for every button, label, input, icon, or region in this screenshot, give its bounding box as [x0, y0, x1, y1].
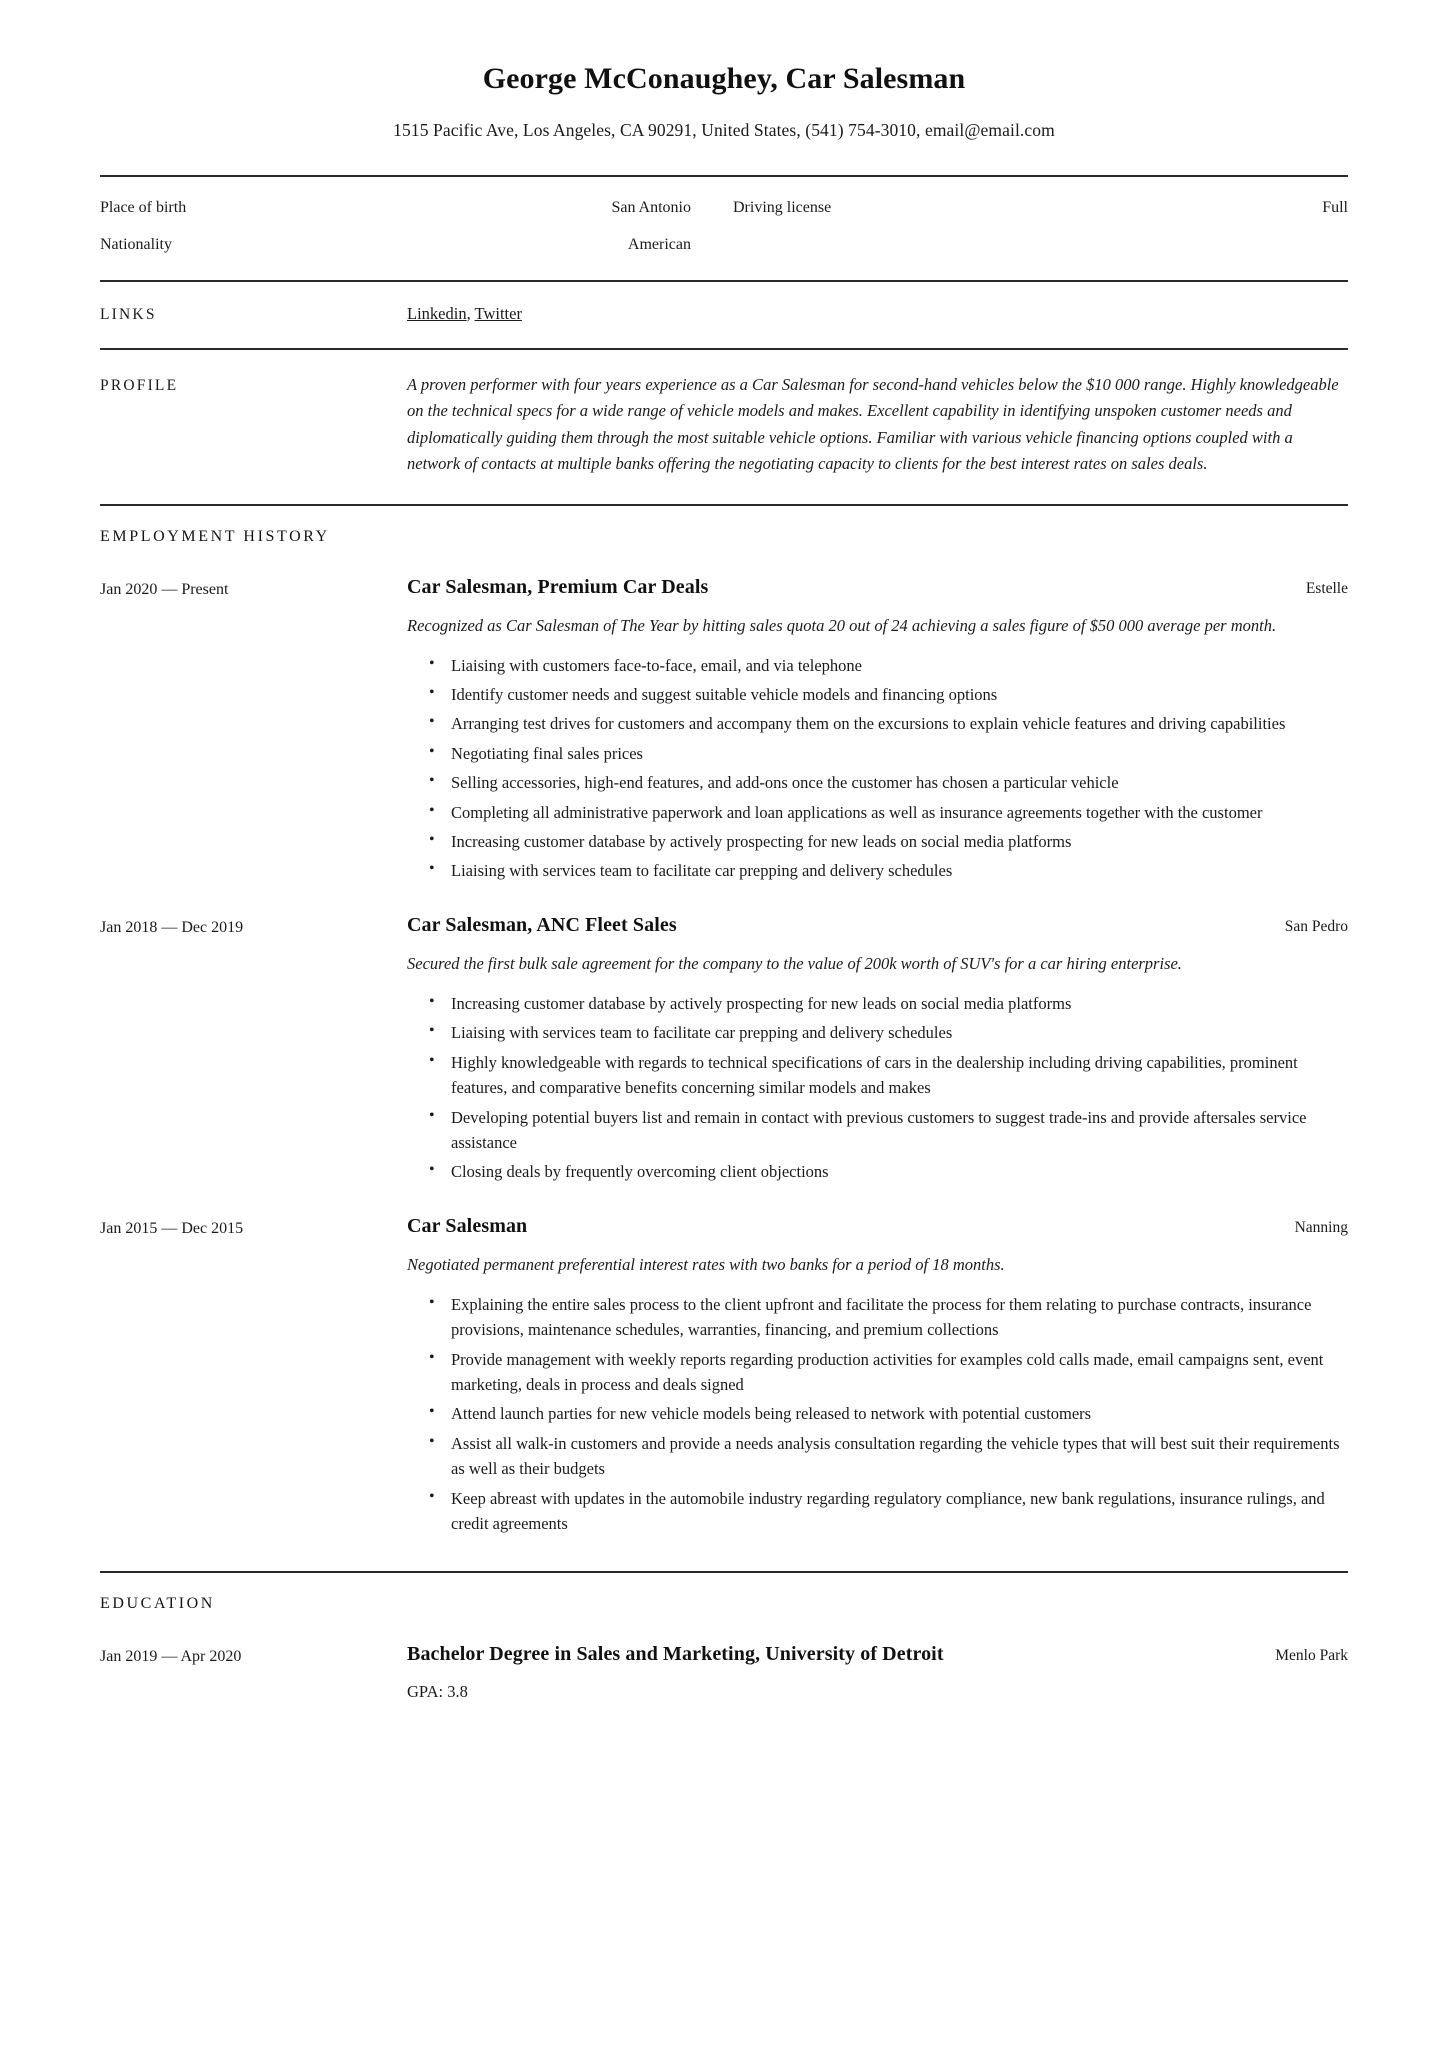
list-item: • Negotiating final sales prices [449, 741, 1348, 766]
place-of-birth-label: Place of birth [100, 199, 187, 216]
list-item: • Closing deals by frequently overcoming client objections [449, 1159, 1348, 1184]
list-item: • Selling accessories, high-end features, and add-ons once the customer has chosen a particular vehicle [449, 770, 1348, 795]
entry-bullet-list [407, 991, 1348, 1185]
nationality-value: American [627, 236, 691, 253]
list-item: • Explaining the entire sales process to the client upfront and facilitate the process for them relating to purchase contracts, insurance provisions, maintenance schedules, warranties, financing, and premium collections [449, 1292, 1348, 1343]
entry-location: Nanning [1294, 1218, 1348, 1236]
entry-date: Jan 2019 — Apr 2020 [100, 1647, 242, 1665]
entry-summary: Negotiated permanent preferential interest rates with two banks for a period of 18 months. [407, 1254, 1005, 1274]
resume-header [100, 62, 1348, 141]
profile-block [100, 350, 1348, 504]
driving-license-value: Full [1322, 199, 1348, 216]
list-item: • Identify customer needs and suggest suitable vehicle models and financing options [449, 682, 1348, 707]
list-item: • Provide management with weekly reports regarding production activities for examples cold calls made, email campaigns sent, event marketing, deals in process and deals signed [449, 1347, 1348, 1398]
entry-bullet-list [407, 1292, 1348, 1537]
entry-date: Jan 2015 — Dec 2015 [100, 1219, 244, 1237]
page-title: George McConaughey, Car Salesman [482, 62, 966, 95]
profile-text: A proven performer with four years experience as a Car Salesman for second-hand vehicles below the $10 000 range. Highly knowledgeable on the technical specs for a wide range of vehicle models and makes. Excellent capability in identifying unspoken customer needs and diplomatically guiding them through the most suitable vehicle options. Familiar with various vehicle financing options coupled with a network of contacts at multiple banks offering the negotiating capacity to clients for the best interest rates on sales deals. [407, 375, 1339, 474]
list-item: • Developing potential buyers list and remain in contact with previous customers to suggest trade-ins and provide aftersales service assistance [449, 1105, 1348, 1156]
entry-summary: Secured the first bulk sale agreement for the company to the value of 200k worth of SUV's for a car hiring enterprise. [407, 953, 1182, 973]
personal-details-block [100, 177, 1348, 280]
link-linkedin[interactable]: Linkedin [407, 304, 467, 323]
entry-title: Car Salesman, ANC Fleet Sales [407, 913, 677, 936]
links-block [100, 282, 1348, 348]
employment-entry [100, 1189, 1348, 1541]
list-item: • Increasing customer database by actively prospecting for new leads on social media platforms [449, 829, 1348, 854]
links-list [407, 304, 522, 324]
driving-license-label: Driving license [733, 199, 832, 216]
list-item: • Keep abreast with updates in the automobile industry regarding regulatory compliance, new bank regulations, insurance rulings, and credit agreements [449, 1486, 1348, 1537]
education-heading: EDUCATION [100, 1594, 215, 1612]
entry-location: Menlo Park [1275, 1646, 1348, 1664]
list-item: • Liaising with services team to facilitate car prepping and delivery schedules [449, 1020, 1348, 1045]
list-item: • Liaising with services team to facilitate car prepping and delivery schedules [449, 858, 1348, 883]
entry-summary: Recognized as Car Salesman of The Year by hitting sales quota 20 out of 24 achieving a sales figure of $50 000 average per month. [407, 615, 1277, 635]
entry-location: Estelle [1305, 579, 1348, 597]
place-of-birth-value: San Antonio [611, 199, 691, 216]
links-separator: , [466, 304, 475, 323]
link-twitter[interactable]: Twitter [474, 304, 522, 323]
contact-line: 1515 Pacific Ave, Los Angeles, CA 90291, United States, (541) 754-3010, email@email.com [393, 120, 1055, 140]
links-label: LINKS [100, 306, 157, 323]
entry-title: Car Salesman [407, 1214, 528, 1237]
employment-history-heading: EMPLOYMENT HISTORY [100, 527, 330, 545]
detail-row [100, 199, 1348, 217]
nationality-label: Nationality [100, 236, 172, 253]
entry-location: San Pedro [1284, 917, 1348, 935]
list-item: • Highly knowledgeable with regards to technical specifications of cars in the dealership including driving capabilities, prominent features, and comparative benefits concerning similar models and makes [449, 1050, 1348, 1101]
entry-date: Jan 2018 — Dec 2019 [100, 918, 244, 936]
profile-label: PROFILE [100, 377, 179, 394]
detail-row [100, 236, 1348, 254]
employment-entry [100, 888, 1348, 1189]
education-entry [100, 1617, 1348, 1702]
entry-title: Car Salesman, Premium Car Deals [407, 575, 709, 598]
list-item: • Arranging test drives for customers and accompany them on the excursions to explain vehicle features and driving capabilities [449, 711, 1348, 736]
employment-entry [100, 550, 1348, 888]
list-item: • Liaising with customers face-to-face, email, and via telephone [449, 653, 1348, 678]
entry-title: Bachelor Degree in Sales and Marketing, University of Detroit [407, 1642, 944, 1665]
list-item: • Attend launch parties for new vehicle models being released to network with potential customers [449, 1401, 1348, 1426]
entry-bullet-list [407, 653, 1348, 884]
list-item: • Assist all walk-in customers and provide a needs analysis consultation regarding the vehicle types that will best suit their requirements as well as their budgets [449, 1431, 1348, 1482]
list-item: • Completing all administrative paperwork and loan applications as well as insurance agreements together with the customer [449, 800, 1348, 825]
entry-date: Jan 2020 — Present [100, 580, 229, 598]
education-gpa: GPA: 3.8 [407, 1681, 468, 1701]
list-item: • Increasing customer database by actively prospecting for new leads on social media platforms [449, 991, 1348, 1016]
